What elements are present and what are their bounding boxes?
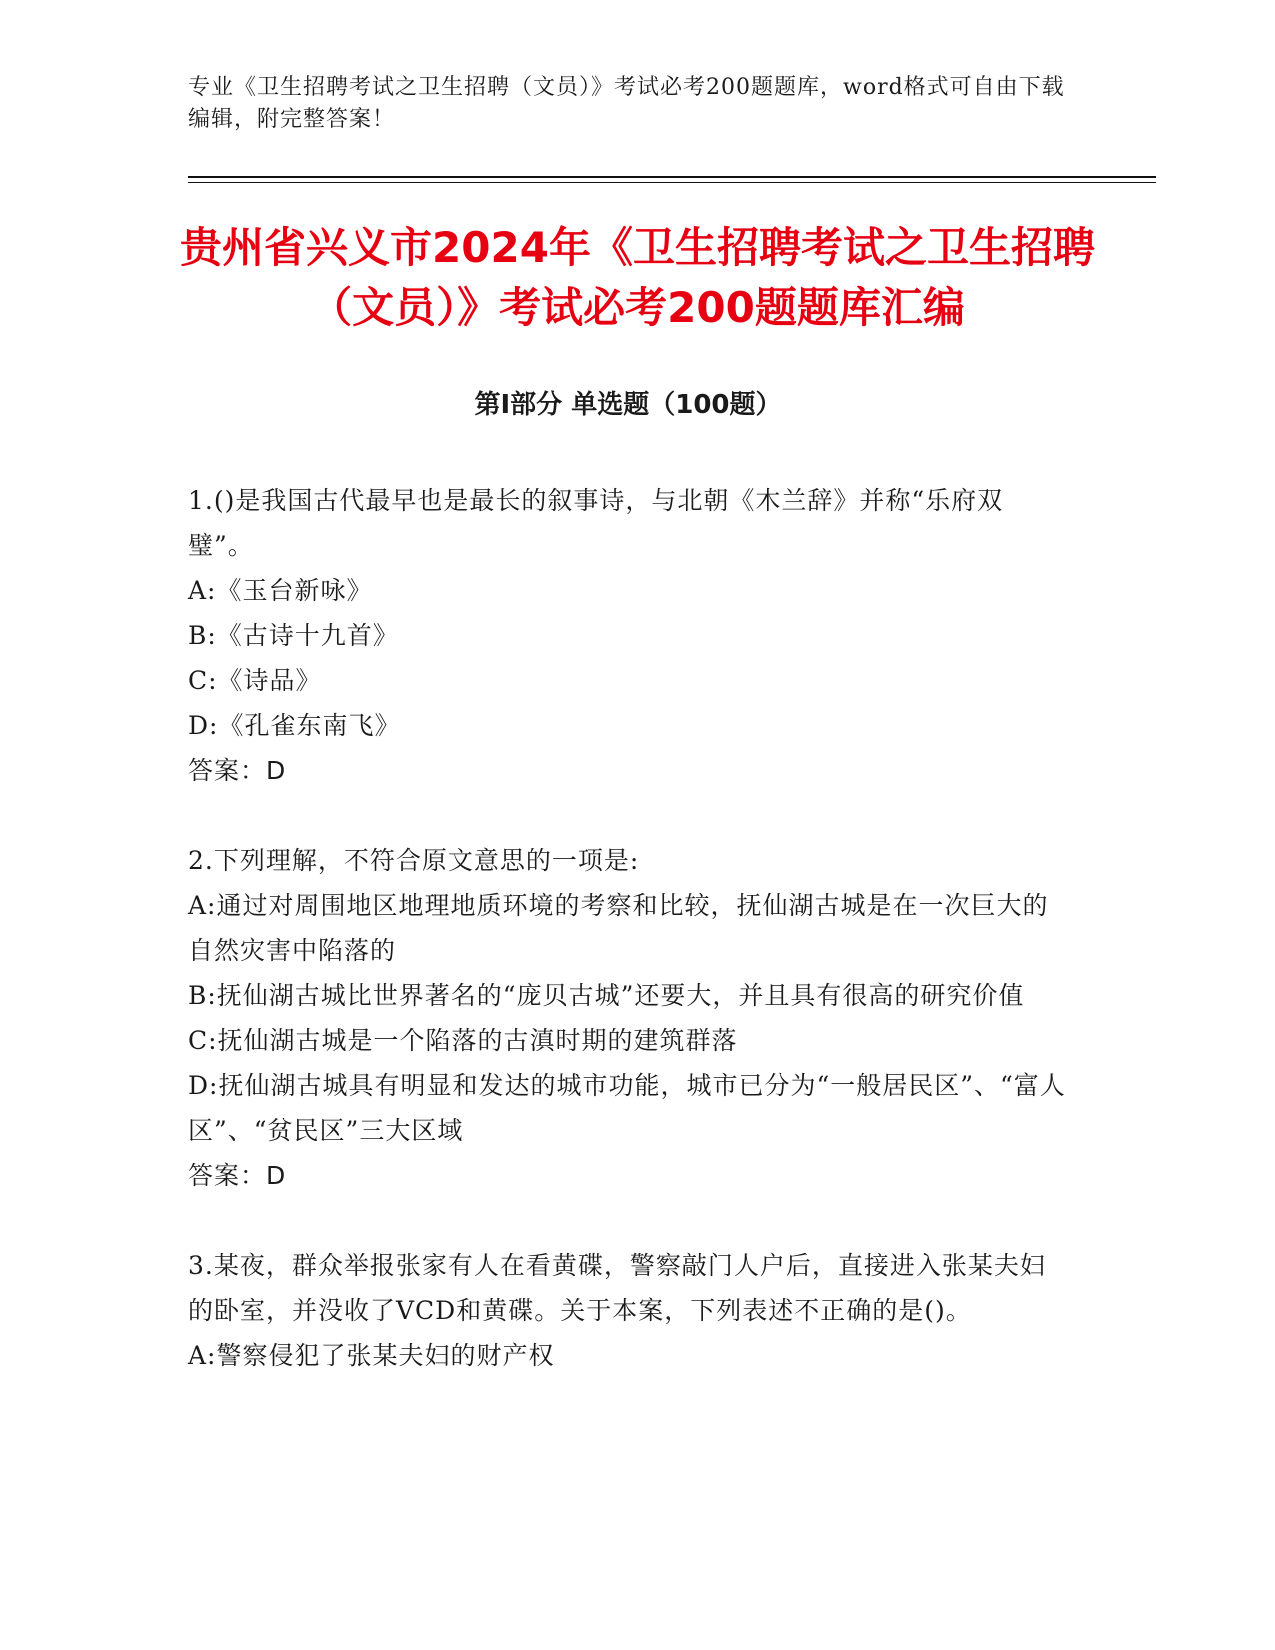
option-b: B:《古诗十九首》 [188, 621, 399, 650]
header-divider-thin [188, 182, 1156, 183]
header-divider-thick [188, 176, 1156, 178]
option-b: B:抚仙湖古城比世界著名的“庞贝古城”还要大，并且具有很高的研究价值 [188, 981, 1025, 1010]
option-c: C:抚仙湖古城是一个陷落的古滇时期的建筑群落 [188, 1026, 738, 1055]
question-stem: 3.某夜，群众举报张家有人在看黄碟，警察敲门人户后，直接进入张某夫妇的卧室，并没收了VCD和黄碟。关于本案，下列表述不正确的是()。 [188, 1251, 1046, 1325]
header-note: 专业《卫生招聘考试之卫生招聘（文员）》考试必考200题题库，word格式可自由下载编辑，附完整答案！ [188, 75, 1065, 132]
option-c: C:《诗品》 [188, 666, 322, 695]
question-stem: 2.下列理解，不符合原文意思的一项是: [188, 846, 640, 875]
option-d: D:《孔雀东南飞》 [188, 711, 401, 740]
answer: 答案：D [188, 1161, 287, 1190]
answer: 答案：D [188, 756, 287, 785]
question-2 [188, 838, 1068, 1198]
question-list [188, 478, 1068, 1423]
option-a: A:《玉台新咏》 [188, 576, 373, 605]
document-title: 贵州省兴义市2024年《卫生招聘考试之卫生招聘（文员）》考试必考200题题库汇编 [180, 223, 1095, 332]
option-a: A:通过对周围地区地理地质环境的考察和比较，抚仙湖古城是在一次巨大的自然灾害中陷落的 [188, 891, 1049, 965]
question-3 [188, 1243, 1068, 1378]
question-1 [188, 478, 1068, 793]
option-a: A:警察侵犯了张某夫妇的财产权 [188, 1341, 555, 1370]
section-heading: 第Ⅰ部分 单选题（100题） [474, 390, 782, 420]
question-stem: 1.()是我国古代最早也是最长的叙事诗，与北朝《木兰辞》并称“乐府双璧”。 [188, 486, 1004, 560]
option-d: D:抚仙湖古城具有明显和发达的城市功能，城市已分为“一般居民区”、“富人区”、“贫民区”三大区域 [188, 1071, 1066, 1145]
